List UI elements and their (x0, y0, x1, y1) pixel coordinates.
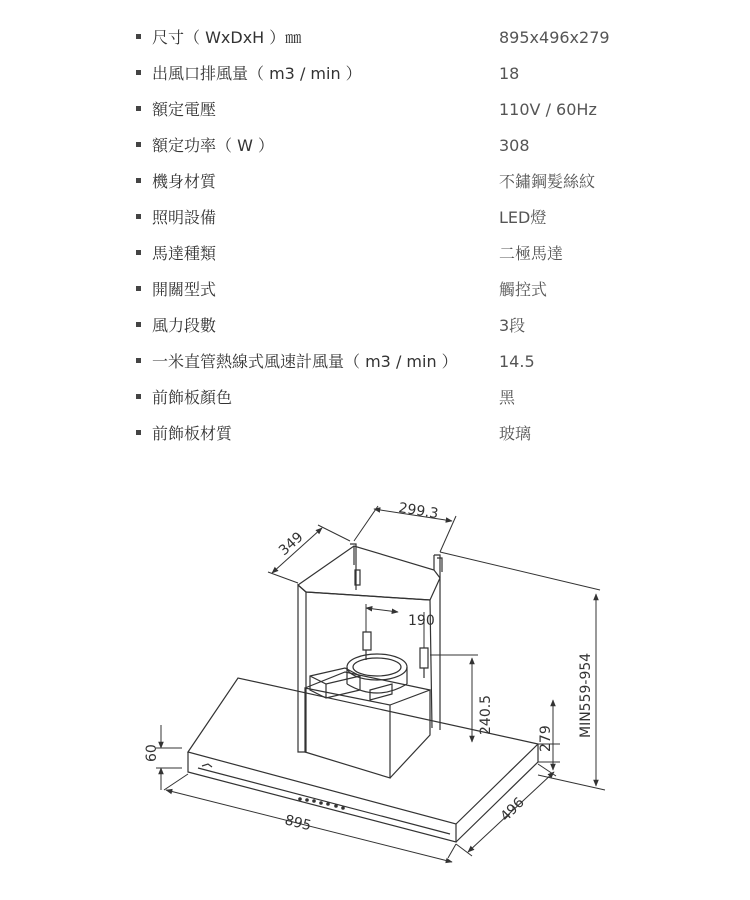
dim-duct-depth-label: 349 (275, 529, 307, 559)
spec-label: 照明設備 (152, 208, 217, 227)
spec-label: 一米直管熱線式風速計風量（ m3 / min ） (152, 352, 458, 371)
spec-label: 開關型式 (152, 280, 217, 299)
dimension-lines (156, 506, 605, 862)
control-buttons-icon (298, 797, 345, 810)
spec-label: 前飾板顏色 (152, 388, 233, 407)
spec-row (136, 20, 656, 56)
spec-label: 風力段數 (152, 316, 217, 335)
spec-list (136, 20, 656, 452)
bullet-icon (136, 358, 141, 363)
bullet-icon (136, 34, 141, 39)
spec-row (136, 164, 656, 200)
spec-value: 不鏽鋼髮絲紋 (499, 172, 596, 191)
spec-value: 玻璃 (499, 424, 532, 443)
spec-label: 額定功率（ W ） (152, 136, 274, 155)
spec-row (136, 272, 656, 308)
bullet-icon (136, 214, 141, 219)
spec-value: 110V / 60Hz (499, 100, 597, 119)
spec-value: 二極馬達 (499, 244, 564, 263)
bullet-icon (136, 394, 141, 399)
spec-value: 14.5 (499, 352, 535, 371)
dim-install-range-label: MIN559-954 (578, 652, 594, 738)
spec-label: 出風口排風量（ m3 / min ） (152, 64, 362, 83)
spec-row (136, 236, 656, 272)
spec-row (136, 92, 656, 128)
spec-label: 尺寸（ WxDxH ）㎜ (152, 28, 302, 47)
spec-row (136, 308, 656, 344)
range-hood-dimension-diagram (0, 480, 750, 900)
spec-row (136, 128, 656, 164)
bullet-icon (136, 250, 141, 255)
dim-panel-thickness-label: 60 (144, 744, 160, 762)
spec-row (136, 344, 656, 380)
spec-label: 前飾板材質 (152, 424, 233, 443)
dim-depth-label: 496 (497, 794, 528, 825)
spec-value: 黑 (499, 388, 516, 407)
spec-row (136, 380, 656, 416)
spec-value: 308 (499, 136, 530, 155)
spec-value: 觸控式 (499, 280, 548, 299)
spec-value: 18 (499, 64, 520, 83)
bullet-icon (136, 106, 141, 111)
bullet-icon (136, 70, 141, 75)
spec-value: 895x496x279 (499, 28, 610, 47)
light-icon (202, 764, 212, 767)
spec-row (136, 56, 656, 92)
bullet-icon (136, 142, 141, 147)
bullet-icon (136, 430, 141, 435)
spec-label: 額定電壓 (152, 100, 217, 119)
hood-drawing (188, 544, 538, 842)
dim-outlet-label: 190 (408, 613, 435, 629)
dim-duct-width-label: 299.3 (397, 500, 440, 523)
spec-label: 機身材質 (152, 172, 217, 191)
bullet-icon (136, 286, 141, 291)
dim-hood-height-label: 279 (538, 725, 554, 752)
spec-value: LED燈 (499, 208, 547, 227)
spec-row (136, 416, 656, 452)
spec-label: 馬達種類 (152, 244, 217, 263)
dim-body-height-label: 240.5 (478, 694, 494, 735)
bullet-icon (136, 178, 141, 183)
spec-row (136, 200, 656, 236)
bullet-icon (136, 322, 141, 327)
spec-value: 3段 (499, 316, 526, 335)
dim-width-label: 895 (283, 812, 313, 835)
